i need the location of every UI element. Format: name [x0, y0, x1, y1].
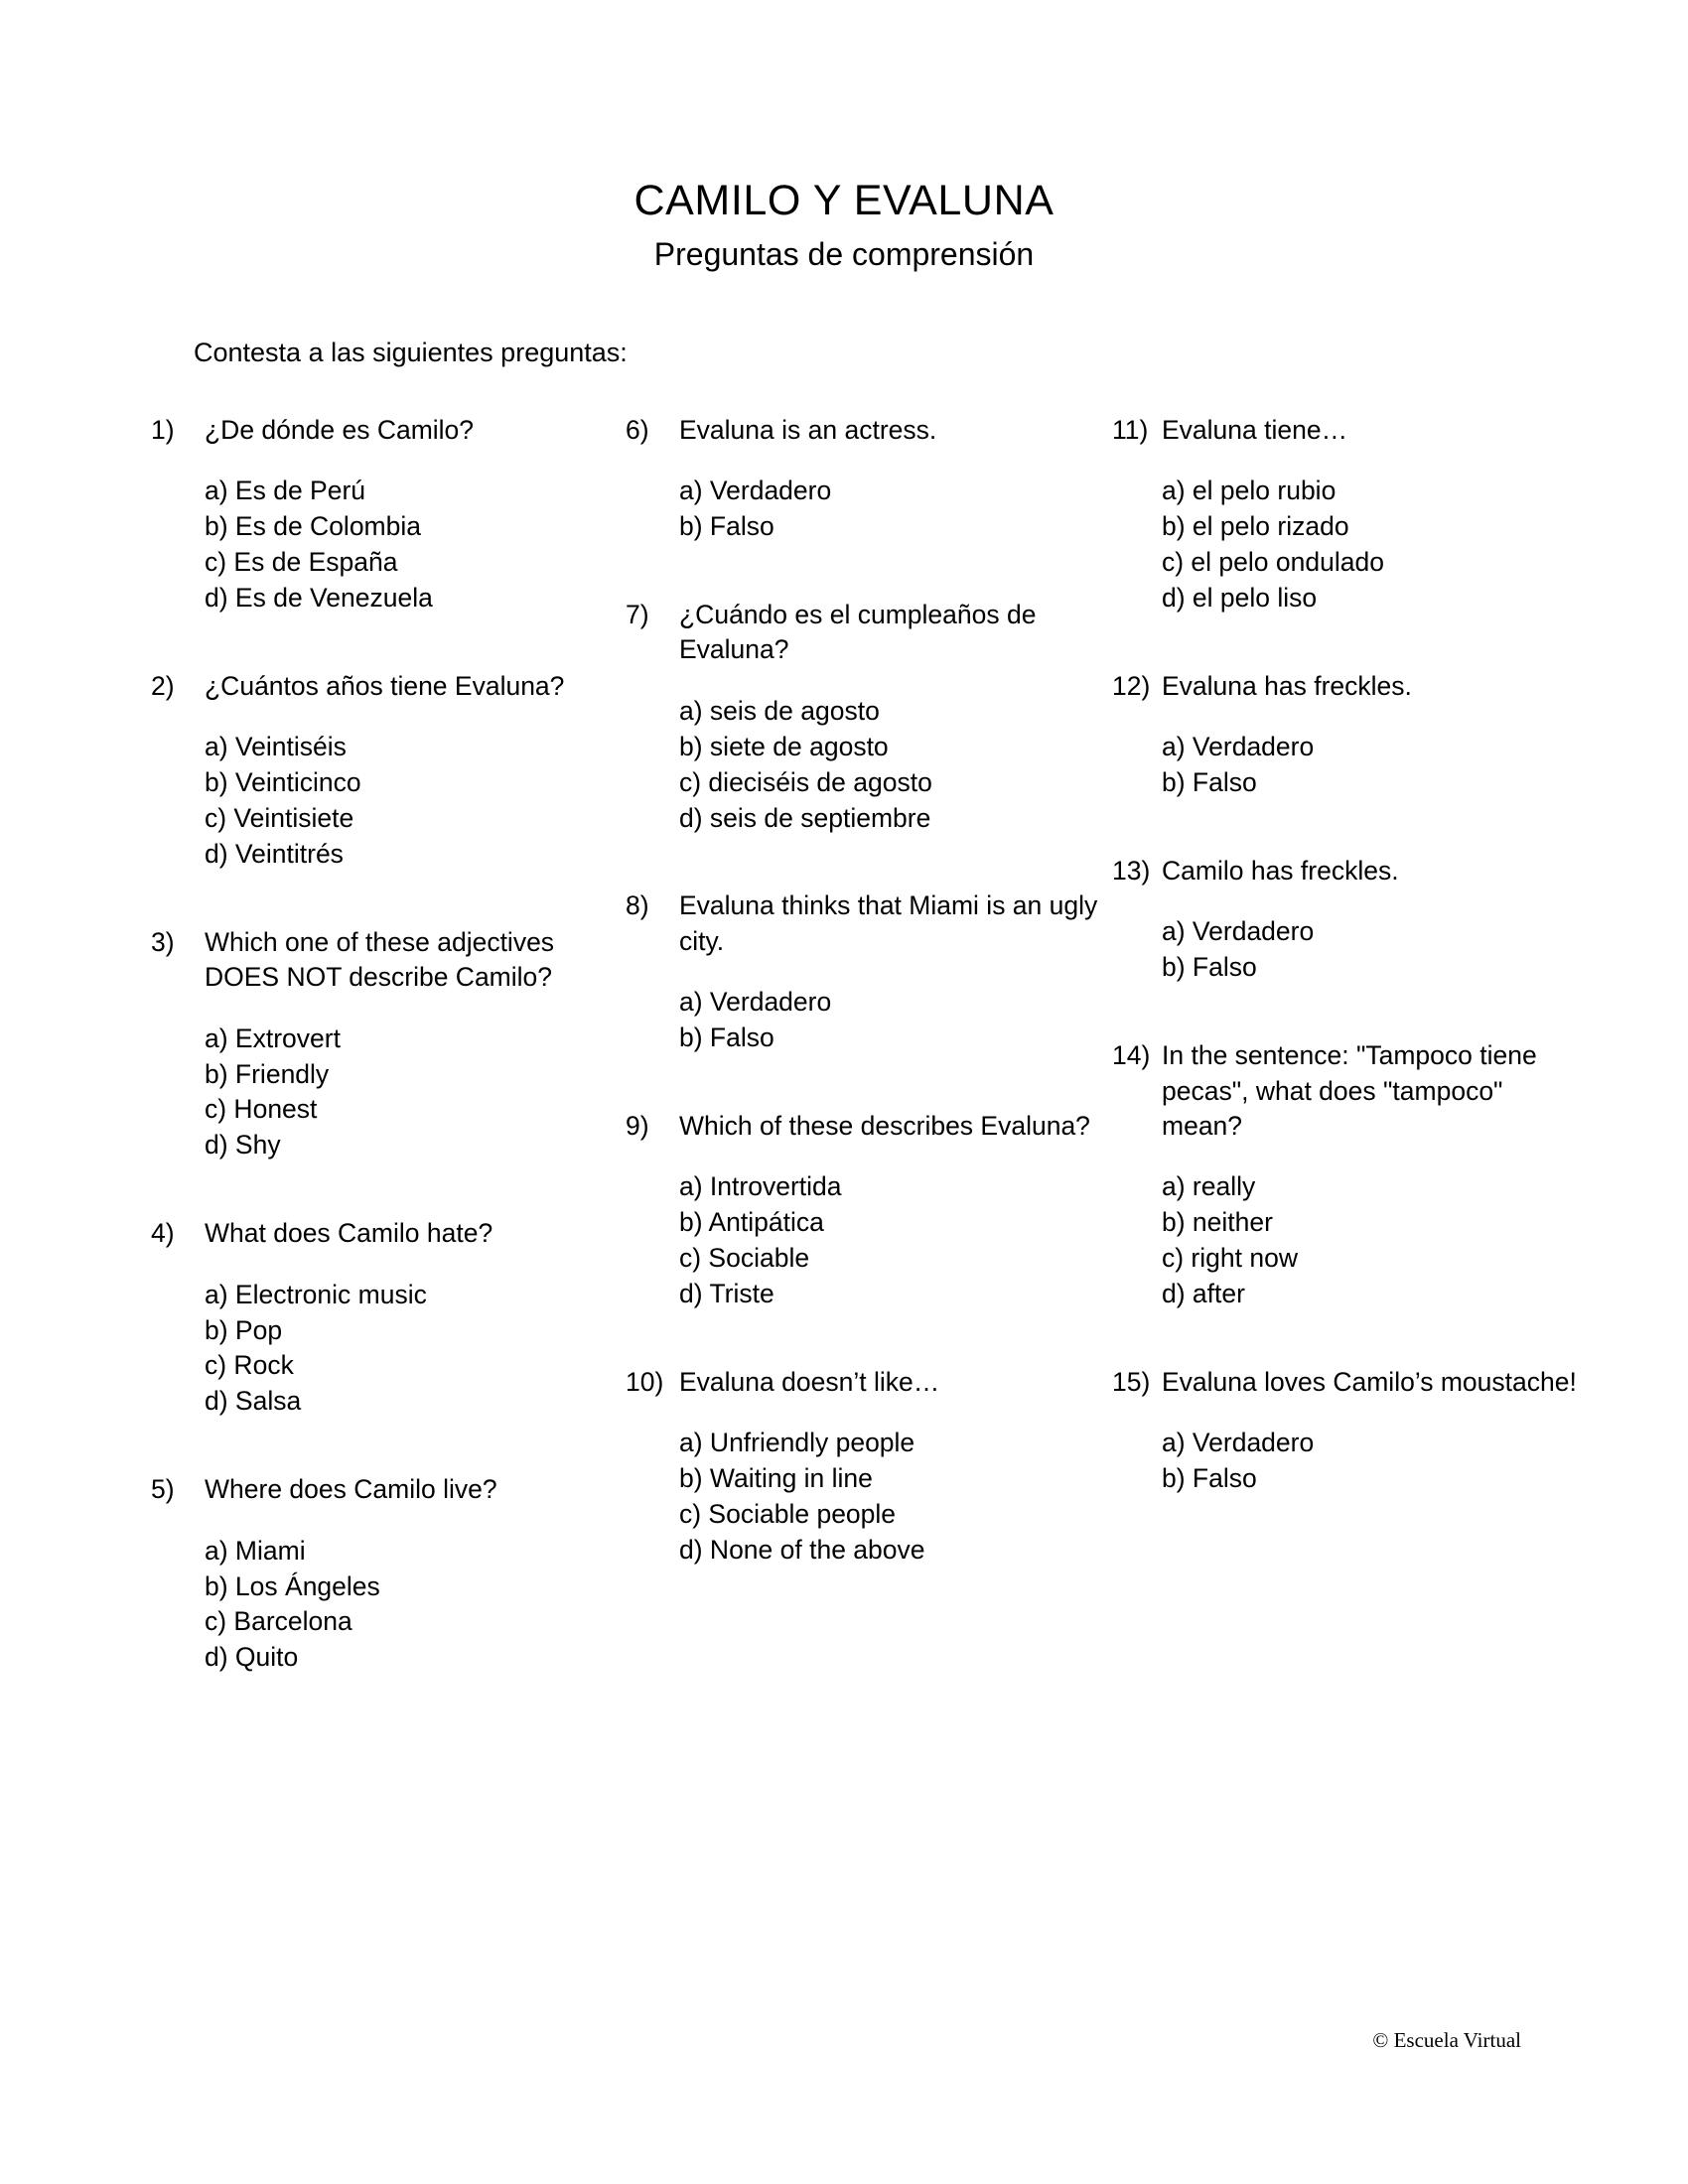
answer-options: [151, 474, 614, 616]
copyright-footer: © Escuela Virtual: [1372, 2027, 1521, 2052]
question-number: 13): [1112, 856, 1151, 887]
answer-option[interactable]: a) Unfriendly people: [679, 1428, 915, 1458]
question-block: [626, 598, 1100, 864]
answer-options: [1112, 730, 1589, 801]
answer-option[interactable]: c) Sociable: [679, 1243, 810, 1274]
answer-option[interactable]: b) Los Ángeles: [205, 1570, 380, 1601]
question-number: 8): [626, 890, 649, 921]
answer-options: [151, 1278, 614, 1421]
answer-options: [626, 1426, 1100, 1569]
question-row: [151, 1472, 614, 1507]
question-text: ¿Cuándo es el cumpleaños de Evaluna?: [679, 600, 1037, 665]
question-row: [151, 413, 614, 448]
questions-columns: [0, 413, 1688, 1728]
answer-option[interactable]: a) Electronic music: [205, 1279, 427, 1309]
answer-option[interactable]: a) really: [1162, 1171, 1256, 1202]
question-spacer: [626, 545, 1100, 573]
answer-option[interactable]: a) Es de Perú: [205, 476, 366, 506]
answer-option[interactable]: b) Falso: [1162, 1463, 1257, 1494]
question-text: Which one of these adjectives DOES NOT describe Camilo?: [205, 926, 555, 993]
question-row: [1112, 413, 1589, 448]
question-spacer: [626, 1569, 1100, 1596]
answer-option[interactable]: a) Verdadero: [1162, 732, 1315, 762]
question-number: 7): [626, 600, 649, 630]
question-block: [626, 413, 1100, 573]
answer-option[interactable]: c) dieciséis de agosto: [679, 766, 932, 797]
question-column-1: [151, 413, 626, 1728]
answer-option[interactable]: c) Sociable people: [679, 1499, 897, 1530]
answer-option[interactable]: b) Falso: [1162, 952, 1257, 983]
answer-option[interactable]: b) Falso: [679, 1023, 774, 1053]
answer-option[interactable]: b) neither: [1162, 1207, 1273, 1238]
question-number: 9): [626, 1111, 649, 1142]
instruction-text: Contesta a las siguientes preguntas:: [194, 337, 628, 367]
answer-options: [151, 1534, 614, 1677]
answer-option[interactable]: c) right now: [1162, 1243, 1298, 1274]
answer-options: [626, 474, 1100, 545]
question-number: 5): [151, 1474, 175, 1505]
answer-option[interactable]: a) seis de agosto: [679, 695, 880, 726]
answer-option[interactable]: b) Friendly: [205, 1058, 330, 1089]
answer-options: [626, 1169, 1100, 1312]
answer-option[interactable]: a) Verdadero: [1162, 916, 1315, 947]
question-spacer: [1112, 986, 1589, 1014]
answer-option[interactable]: d) Salsa: [205, 1386, 302, 1417]
question-number: 2): [151, 670, 175, 701]
question-row: [626, 598, 1100, 668]
question-number: 14): [1112, 1040, 1151, 1071]
answer-option[interactable]: c) Veintisiete: [205, 803, 354, 834]
answer-option[interactable]: c) Rock: [205, 1350, 294, 1381]
answer-option[interactable]: a) Verdadero: [679, 476, 832, 506]
question-spacer: [1112, 801, 1589, 829]
question-spacer: [1112, 1312, 1589, 1340]
answer-option[interactable]: a) Miami: [205, 1535, 306, 1566]
question-block: [1112, 854, 1589, 1014]
question-block: [1112, 1038, 1589, 1340]
answer-option[interactable]: b) Antipática: [679, 1207, 824, 1238]
question-spacer: [151, 1420, 614, 1447]
question-row: [151, 925, 614, 996]
answer-option[interactable]: b) Falso: [679, 511, 774, 542]
answer-option[interactable]: d) el pelo liso: [1162, 583, 1318, 614]
answer-option[interactable]: d) Triste: [679, 1279, 774, 1309]
question-number: 1): [151, 414, 175, 445]
question-spacer: [151, 616, 614, 644]
answer-option[interactable]: c) Es de España: [205, 547, 398, 578]
question-spacer: [151, 1676, 614, 1704]
question-text: Evaluna thinks that Miami is an ugly city.: [679, 890, 1098, 956]
answer-options: [151, 1022, 614, 1164]
answer-options: [626, 985, 1100, 1056]
answer-option[interactable]: a) Extrovert: [205, 1023, 341, 1053]
question-block: [1112, 669, 1589, 829]
answer-option[interactable]: a) Verdadero: [1162, 1428, 1315, 1458]
answer-option[interactable]: b) Veinticinco: [205, 767, 361, 798]
question-spacer: [151, 873, 614, 900]
question-row: [1112, 854, 1589, 888]
question-text: Camilo has freckles.: [1162, 856, 1399, 887]
question-spacer: [626, 1056, 1100, 1084]
question-number: 12): [1112, 670, 1151, 701]
answer-option[interactable]: c) el pelo ondulado: [1162, 547, 1384, 578]
question-spacer: [626, 836, 1100, 864]
question-number: 10): [626, 1367, 664, 1398]
question-text: Evaluna doesn’t like…: [679, 1367, 940, 1398]
answer-option[interactable]: d) Shy: [205, 1130, 281, 1160]
page-subtitle: Preguntas de comprensión: [653, 236, 1035, 273]
question-text: Where does Camilo live?: [205, 1474, 497, 1505]
answer-option[interactable]: b) el pelo rizado: [1162, 511, 1349, 542]
answer-options: [151, 730, 614, 873]
question-block: [151, 669, 614, 900]
question-block: [626, 1365, 1100, 1596]
question-spacer: [1112, 1497, 1589, 1525]
answer-options: [1112, 474, 1589, 616]
question-row: [1112, 1365, 1589, 1400]
answer-option[interactable]: b) Pop: [205, 1314, 283, 1345]
answer-option[interactable]: b) Falso: [1162, 767, 1257, 798]
question-row: [1112, 1038, 1589, 1144]
question-block: [626, 1109, 1100, 1340]
question-block: [1112, 413, 1589, 644]
question-text: Which of these describes Evaluna?: [679, 1111, 1090, 1142]
question-text: ¿Cuántos años tiene Evaluna?: [205, 670, 565, 701]
question-number: 6): [626, 414, 649, 445]
question-text: Evaluna loves Camilo’s moustache!: [1162, 1367, 1577, 1398]
question-spacer: [1112, 616, 1589, 644]
question-block: [626, 888, 1100, 1084]
question-block: [151, 1472, 614, 1704]
question-text: What does Camilo hate?: [205, 1218, 493, 1249]
question-row: [1112, 669, 1589, 704]
question-row: [626, 413, 1100, 448]
question-text: In the sentence: "Tampoco tiene pecas", what does "tampoco" mean?: [1162, 1040, 1537, 1142]
question-text: Evaluna tiene…: [1162, 414, 1348, 445]
question-text: Evaluna is an actress.: [679, 414, 937, 445]
answer-option[interactable]: a) Veintiséis: [205, 732, 347, 762]
answer-option[interactable]: a) Verdadero: [679, 987, 832, 1018]
answer-option[interactable]: b) siete de agosto: [679, 731, 889, 761]
question-text: ¿De dónde es Camilo?: [205, 414, 475, 445]
question-column-3: [1112, 413, 1589, 1550]
answer-options: [1112, 1426, 1589, 1497]
question-number: 3): [151, 926, 175, 957]
question-block: [1112, 1365, 1589, 1525]
answer-option[interactable]: a) el pelo rubio: [1162, 476, 1336, 506]
answer-options: [626, 694, 1100, 837]
answer-options: [1112, 914, 1589, 986]
question-spacer: [151, 1163, 614, 1191]
answer-option[interactable]: d) Es de Venezuela: [205, 583, 433, 614]
question-row: [151, 669, 614, 704]
question-block: [151, 1216, 614, 1447]
question-block: [151, 925, 614, 1191]
answer-option[interactable]: d) seis de septiembre: [679, 802, 931, 833]
answer-options: [1112, 1169, 1589, 1312]
question-number: 15): [1112, 1367, 1151, 1398]
answer-option[interactable]: d) Veintitrés: [205, 839, 344, 870]
question-row: [626, 888, 1100, 959]
answer-option[interactable]: a) Introvertida: [679, 1171, 842, 1202]
page-title: CAMILO Y EVALUNA: [633, 177, 1055, 224]
question-text: Evaluna has freckles.: [1162, 670, 1412, 701]
answer-option[interactable]: d) after: [1162, 1279, 1245, 1309]
answer-option[interactable]: d) None of the above: [679, 1535, 925, 1566]
question-row: [626, 1365, 1100, 1400]
answer-option[interactable]: d) Quito: [205, 1642, 299, 1673]
question-row: [151, 1216, 614, 1251]
answer-option[interactable]: b) Es de Colombia: [205, 511, 421, 542]
answer-option[interactable]: c) Barcelona: [205, 1606, 352, 1637]
question-number: 4): [151, 1218, 175, 1249]
question-row: [626, 1109, 1100, 1144]
question-column-2: [626, 413, 1112, 1621]
question-spacer: [626, 1312, 1100, 1340]
answer-option[interactable]: c) Honest: [205, 1094, 318, 1125]
question-number: 11): [1112, 414, 1149, 445]
document-header: [0, 0, 1688, 274]
question-block: [151, 413, 614, 644]
answer-option[interactable]: b) Waiting in line: [679, 1463, 873, 1494]
